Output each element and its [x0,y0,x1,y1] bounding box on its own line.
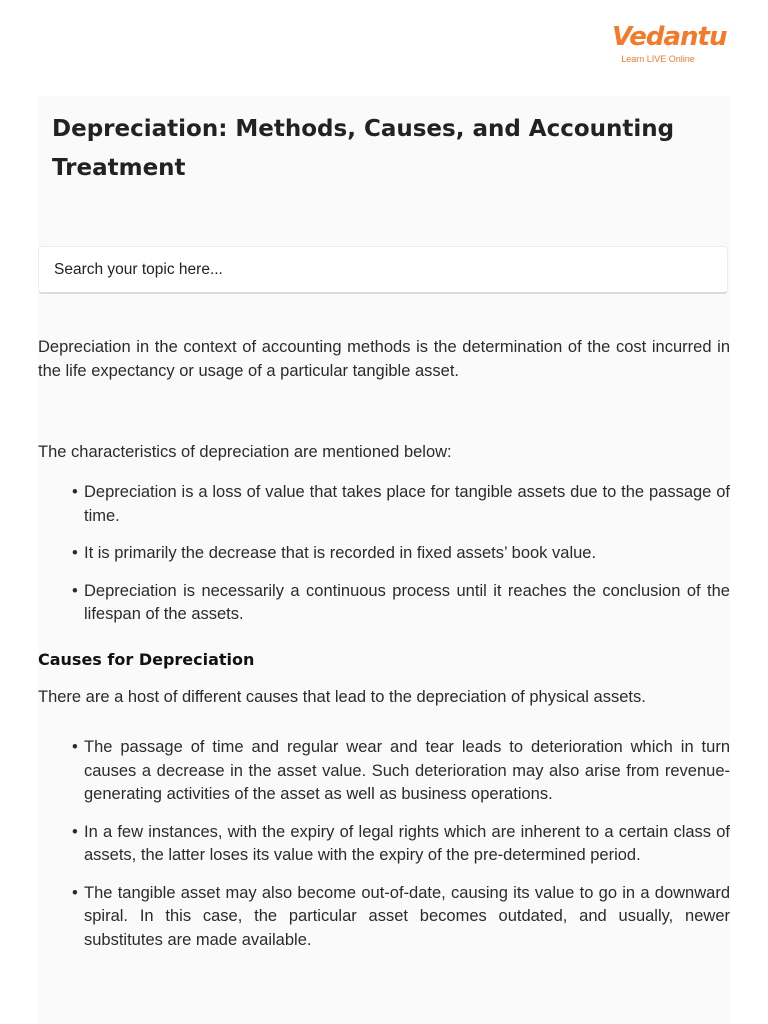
logo-wordmark: Vedantu [612,22,727,52]
list-item: • The tangible asset may also become out-of-date, causing its value to go in a downward spiral. In this case, the particular asset becomes outdated, and usually, newer substitutes are made available. [72,882,730,953]
list-item: • The passage of time and regular wear and tear leads to deterioration which in turn causes a decrease in the asset value. Such deterioration may also arise from revenue-generating activities of the asset as well as business operations. [72,736,730,807]
list-item: • Depreciation is a loss of value that takes place for tangible assets due to the passage of time. [72,481,730,528]
causes-list [72,736,730,966]
list-item: • Depreciation is necessarily a continuous process until it reaches the conclusion of the lifespan of the assets. [72,580,730,627]
logo-tagline: Learn LIVE Online [621,54,695,64]
page-title: Depreciation: Methods, Causes, and Accounting Treatment [52,116,675,181]
causes-lead: There are a host of different causes that lead to the depreciation of physical assets. [38,688,646,706]
search-input[interactable] [39,247,727,292]
characteristics-list [72,481,730,641]
list-item: • It is primarily the decrease that is recorded in fixed assets’ book value. [72,542,730,566]
search-box[interactable] [38,246,728,294]
list-item: • In a few instances, with the expiry of legal rights which are inherent to a certain class of assets, the latter loses its value with the expiry of the pre-determined period. [72,821,730,868]
intro-paragraph: Depreciation in the context of accounting methods is the determination of the cost incurred in the life expectancy or usage of a particular tangible asset. [38,338,730,380]
characteristics-lead: The characteristics of depreciation are mentioned below: [38,443,452,461]
vedantu-logo[interactable] [612,22,727,65]
causes-heading: Causes for Depreciation [38,650,255,669]
